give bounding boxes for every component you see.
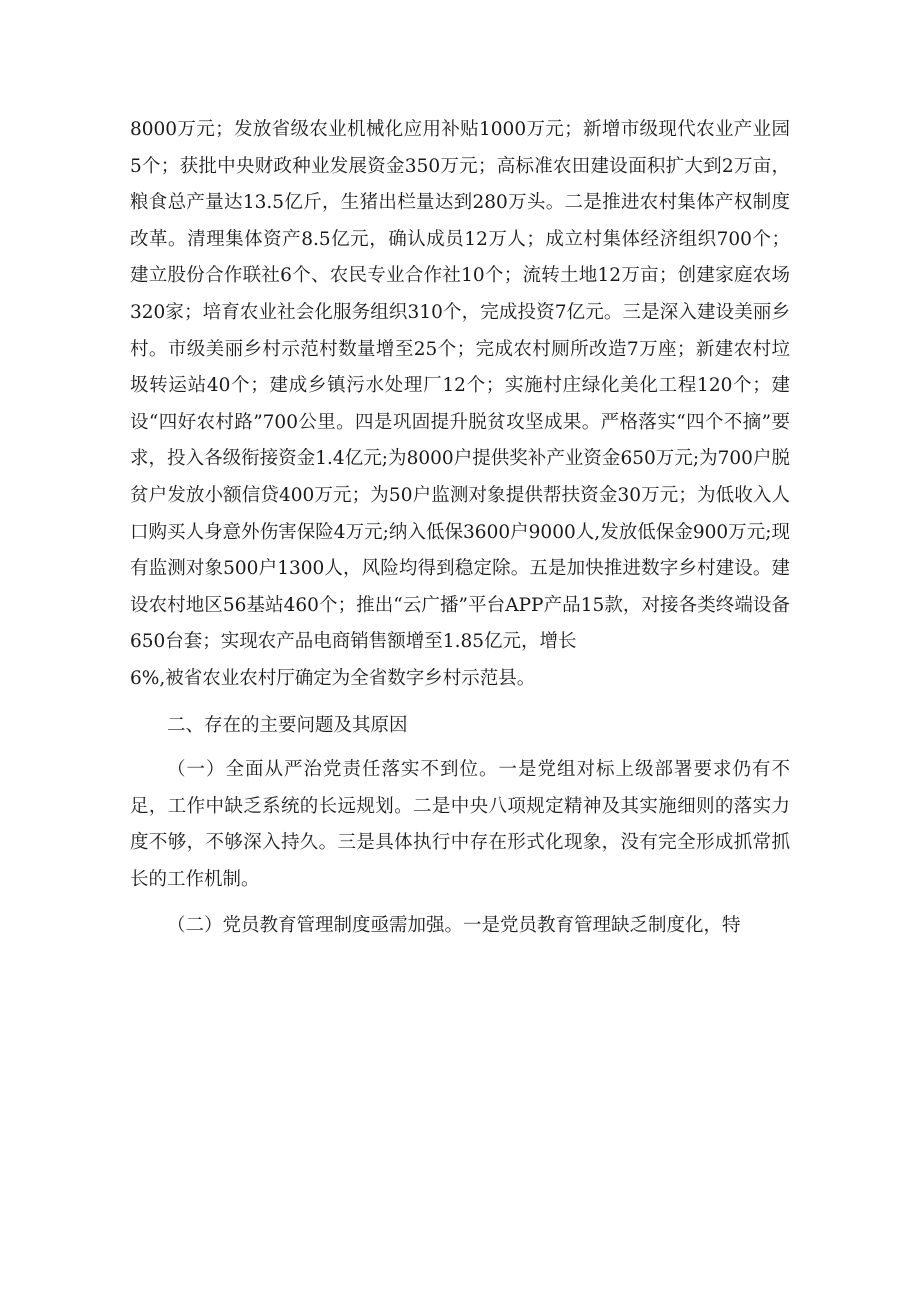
paragraph-problem-1: （一）全面从严治党责任落实不到位。一是党组对标上级部署要求仍有不足，工作中缺乏系统的长远规划。二是中央八项规定精神及其实施细则的落实力度不够，不够深入持久。三是具体执行中存在形式化现象，没有完全形成抓常抓长的工作机制。 [130, 759, 790, 890]
paragraph-problem-2: （二）党员教育管理制度亟需加强。一是党员教育管理缺乏制度化，特 [167, 915, 741, 937]
section-heading-problems: 二、存在的主要问题及其原因 [167, 714, 408, 736]
paragraph-achievements: 8000万元；发放省级农业机械化应用补贴1000万元；新增市级现代农业产业园5个；获批中央财政种业发展资金350万元；高标准农田建设面积扩大到2万亩，粮食总产量达13.5亿斤，生猪出栏量达到280万头。二是推进农村集体产权制度改革。清理集体资产8.5亿元，确认成员12万人；成立村集体经济组织700个；建立股份合作联社6个、农民专业合作社10个；流转土地12万亩；创建家庭农场320家；培育农业社会化服务组织310个，完成投资7亿元。三是深入建设美丽乡村。市级美丽乡村示范村数量增至25个；完成农村厕所改造7万座；新建农村垃圾转运站40个；建成乡镇污水处理厂12个；实施村庄绿化美化工程120个；建设“四好农村路”700公里。四是巩固提升脱贫攻坚成果。严格落实“四个不摘”要求，投入各级衔接资金1.4亿元;为8000户提供奖补产业资金650万元;为700户脱贫户发放小额信贷400万元；为50户监测对象提供帮扶资金30万元；为低收入人口购买人身意外伤害保险4万元;纳入低保3600户9000人,发放低保金900万元;现有监测对象500户1300人，风险均得到稳定除。五是加快推进数字乡村建设。建设农村地区56基站460个；推出“云广播”平台APP产品15款，对接各类终端设备650台套；实现农产品电商销售额增至1.85亿元，增长 [130, 119, 790, 653]
paragraph-achievements-tail: 6%,被省农业农村厅确定为全省数字乡村示范县。 [130, 667, 536, 689]
document-body [130, 112, 790, 945]
